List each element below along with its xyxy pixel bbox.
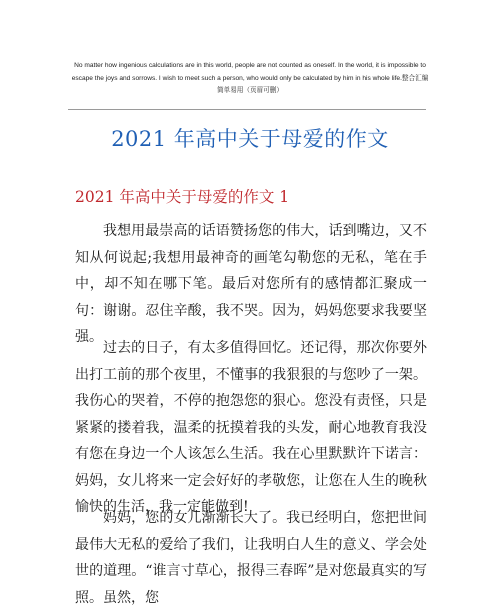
header-divider [68,109,426,110]
page-header-note: No matter how ingenious calculations are in this world, people are not counted as oneself. In the world, it is impossible to escape the joys and sorrows. I wish to meet such a person, who would only be calculated by him in his whole life.整合汇编 简单易用（页眉可删） [71,62,429,94]
paragraph: 我想用最崇高的话语赞扬您的伟大，话到嘴边，又不知从何说起;我想用最神奇的画笔勾勒您的无私，笔在手中，却不知在哪下笔。最后对您所有的感情都汇聚成一句：谢谢。忍住辛酸，我不哭。因为，妈妈您要求我要坚强。 [75,223,427,345]
section-heading: 2021 年高中关于母爱的作文 1 [75,188,290,206]
paragraph: 过去的日子，有太多值得回忆。还记得，那次你要外出打工前的那个夜里，不懂事的我狠狠的与您吵了一架。我伤心的哭着，不停的抱怨您的狠心。您没有责怪，只是紧紧的搂着我，温柔的抚摸着我的头发，耐心地教育我没有您在身边一个人该怎么生活。我在心里默默许下诺言：妈妈，女儿将来一定会好好的孝敬您，让您在人生的晚秋愉快的生活，我一定能做到! [75,340,427,515]
document-title: 2021 年高中关于母爱的作文 [111,127,389,151]
paragraph: 妈妈，您的女儿渐渐长大了。我已经明白，您把世间最伟大无私的爱给了我们，让我明白人生的意义、学会处世的道理。“谁言寸草心，报得三春晖”是对您最真实的写照。虽然，您 [75,510,427,606]
